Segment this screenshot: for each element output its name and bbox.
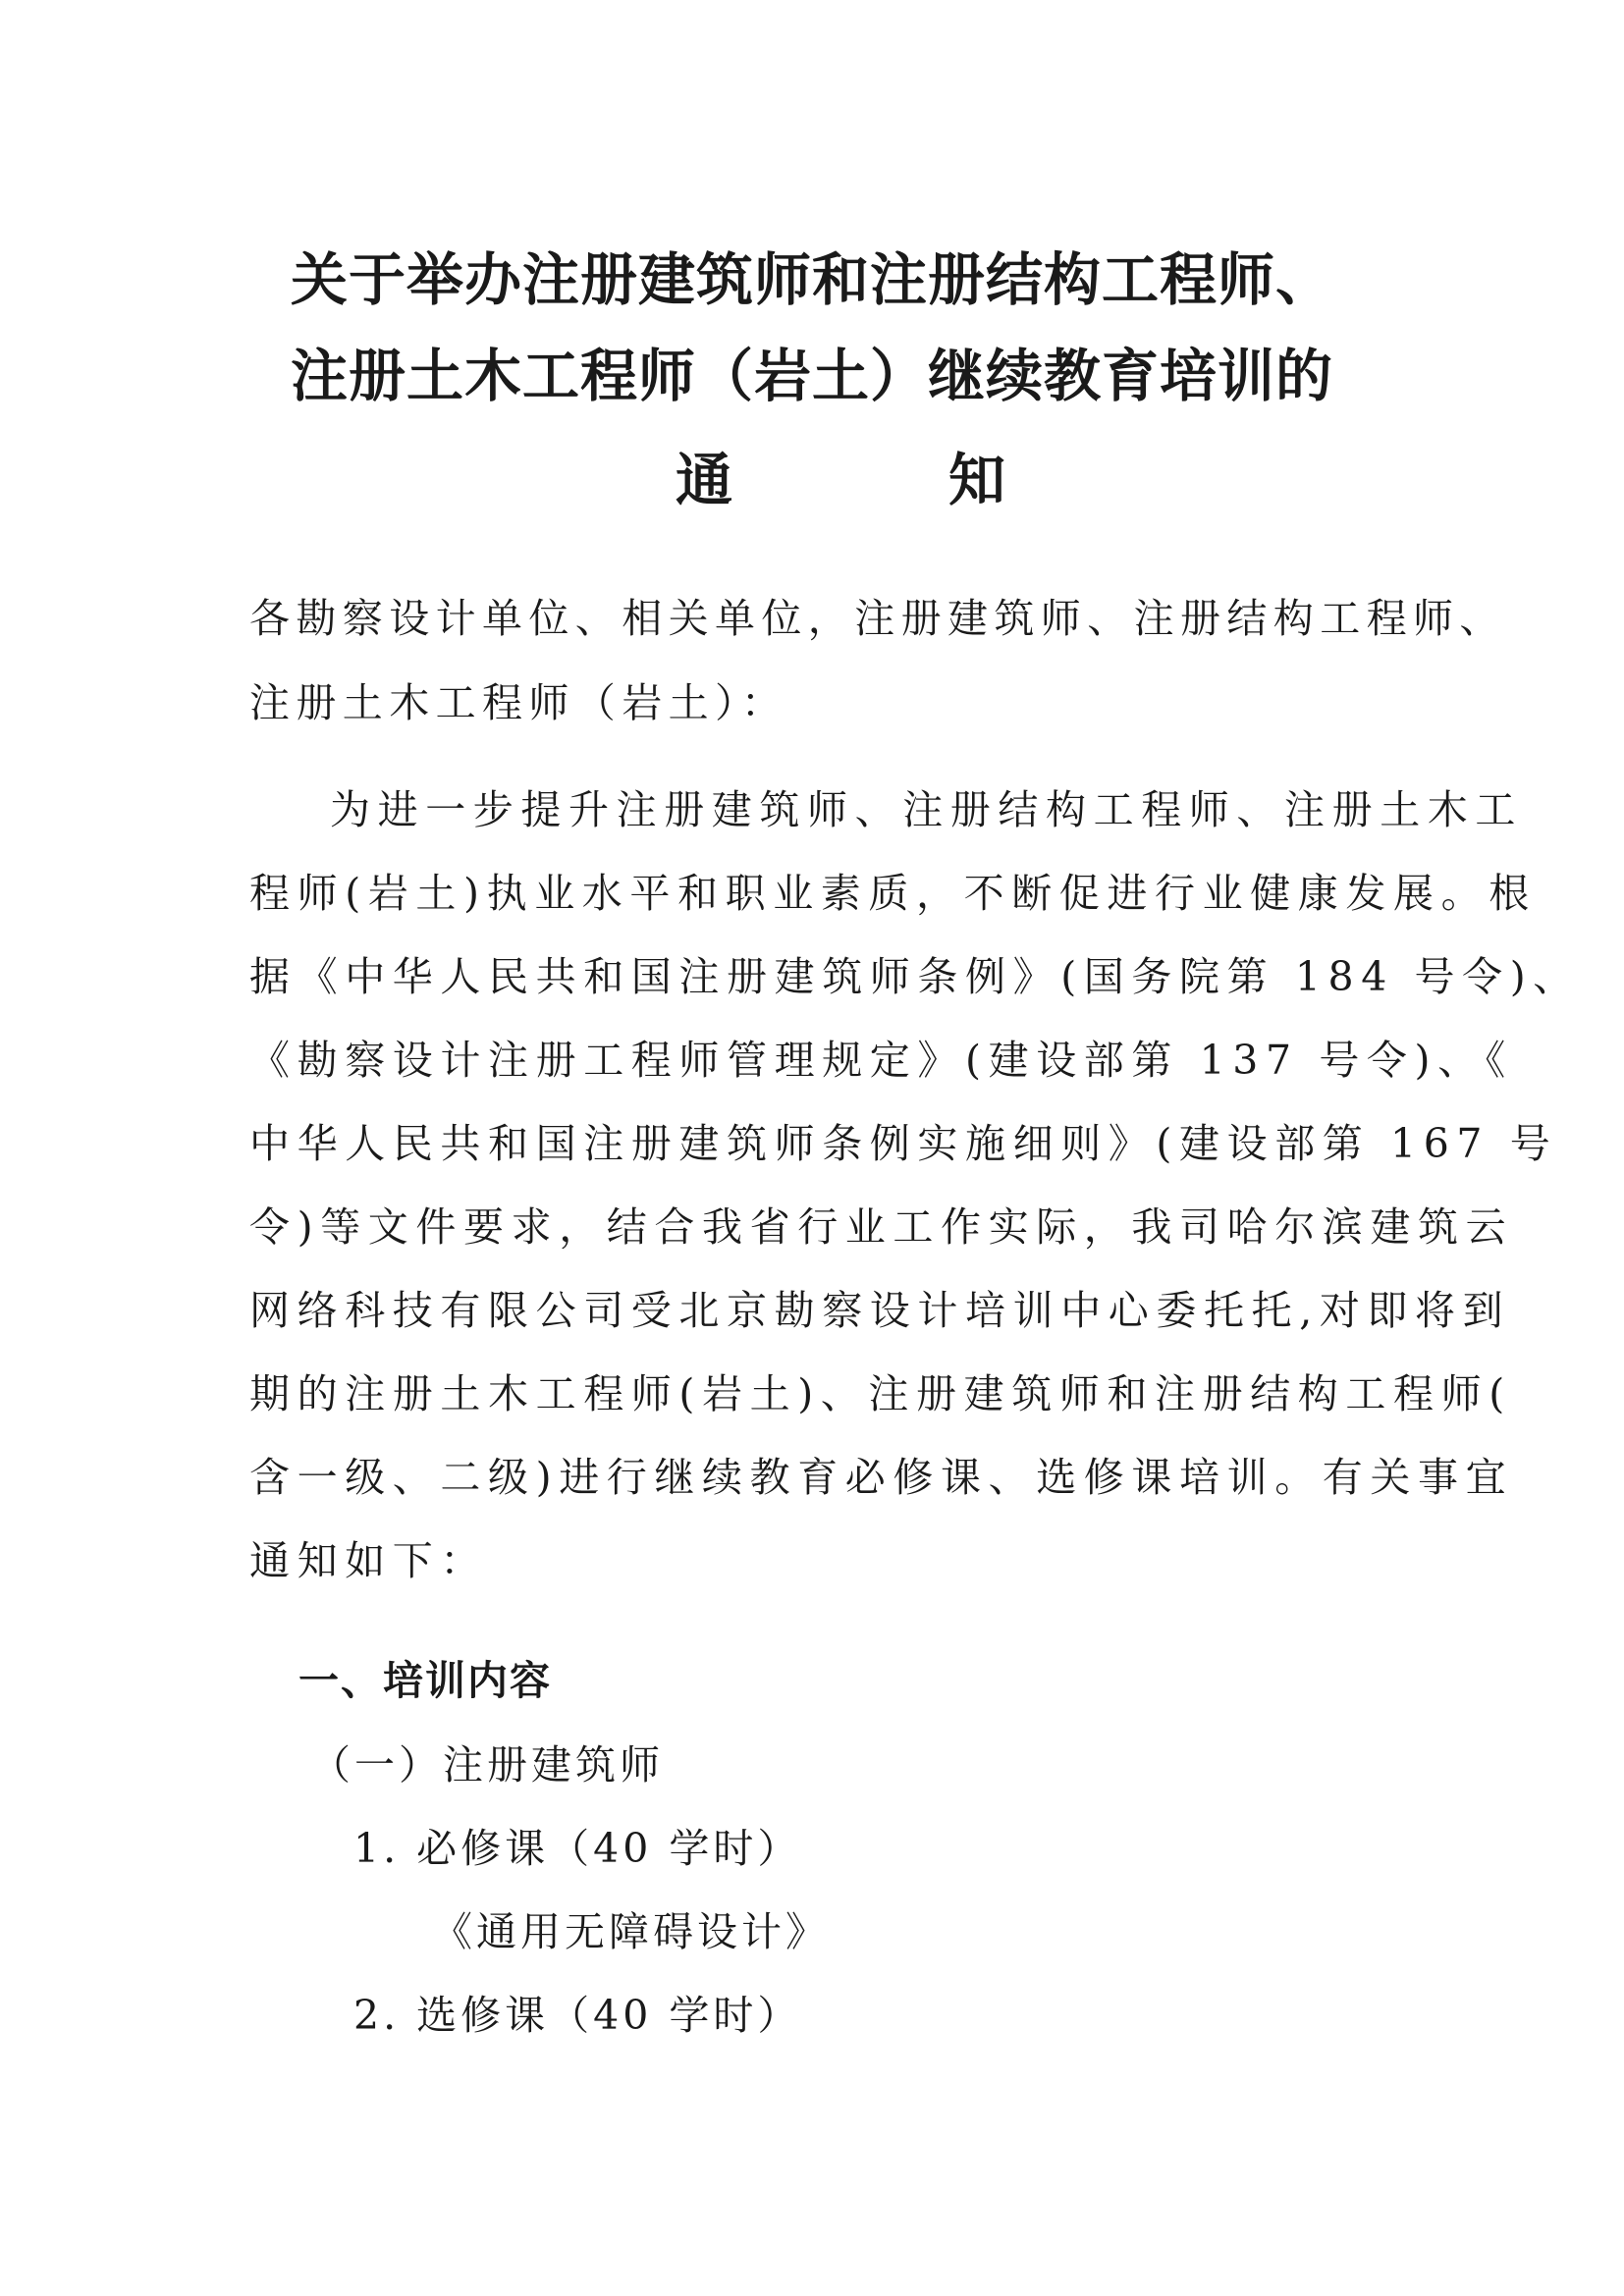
salutation-line-1: 各勘察设计单位、相关单位，注册建筑师、注册结构工程师、 bbox=[249, 595, 1506, 642]
body-line: 《勘察设计注册工程师管理规定》(建设部第 137 号令)、《 bbox=[249, 1037, 1513, 1084]
required-course-item: 1. 必修课（40 学时） bbox=[353, 1825, 802, 1872]
body-line: 为进一步提升注册建筑师、注册结构工程师、注册土木工 bbox=[330, 786, 1523, 833]
title-notice bbox=[0, 447, 1624, 513]
body-line: 网络科技有限公司受北京勘察设计培训中心委托托,对即将到 bbox=[249, 1287, 1511, 1334]
title-notice-char-1: 通 bbox=[676, 447, 733, 513]
section-heading-training-content: 一、培训内容 bbox=[298, 1657, 552, 1704]
title-notice-char-2: 知 bbox=[948, 447, 1006, 513]
title-line-2: 注册土木工程师（岩土）继续教育培训的 bbox=[290, 343, 1333, 409]
body-line: 通知如下： bbox=[249, 1537, 488, 1584]
body-line: 令)等文件要求，结合我省行业工作实际，我司哈尔滨建筑云 bbox=[249, 1203, 1514, 1251]
subsection-heading-architect: （一）注册建筑师 bbox=[310, 1741, 664, 1789]
body-line: 程师(岩土)执业水平和职业素质，不断促进行业健康发展。根 bbox=[249, 870, 1537, 917]
elective-course-item: 2. 选修课（40 学时） bbox=[353, 1992, 802, 2039]
body-line: 期的注册土木工程师(岩土)、注册建筑师和注册结构工程师( bbox=[249, 1370, 1512, 1417]
required-course-title: 《通用无障碍设计》 bbox=[432, 1908, 830, 1955]
title-line-1: 关于举办注册建筑师和注册结构工程师、 bbox=[290, 246, 1333, 313]
body-line: 中华人民共和国注册建筑师条例实施细则》(建设部第 167 号 bbox=[249, 1120, 1558, 1167]
body-line: 据《中华人民共和国注册建筑师条例》(国务院第 184 号令)、 bbox=[249, 953, 1581, 1000]
salutation-line-2: 注册土木工程师（岩土）： bbox=[249, 679, 788, 726]
body-line: 含一级、二级)进行继续教育必修课、选修课培训。有关事宜 bbox=[249, 1454, 1514, 1501]
